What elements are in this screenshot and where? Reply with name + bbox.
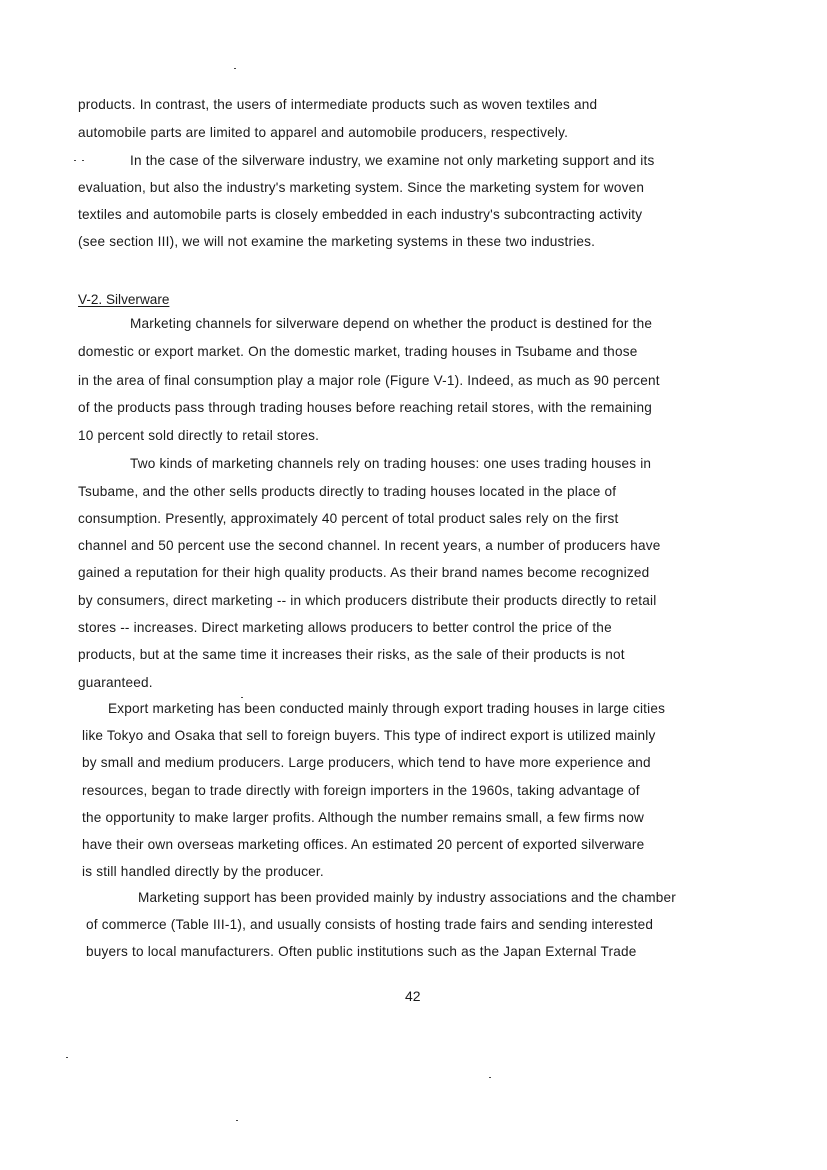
text-line: is still handled directly by the producer. [82,864,324,879]
scan-speck [66,1057,68,1058]
text-line: 10 percent sold directly to retail stores. [78,428,320,443]
text-line: buyers to local manufacturers. Often public institutions such as the Japan External Trade [86,944,637,959]
text-line: (see section III), we will not examine the marketing systems in these two industries. [78,234,596,249]
text-line: Export marketing has been conducted mainly through export trading houses in large cities [108,701,666,716]
text-line: by small and medium producers. Large producers, which tend to have more experience and [82,755,651,770]
text-line: guaranteed. [78,675,153,690]
text-line: Tsubame, and the other sells products directly to trading houses located in the place of [78,484,617,499]
text-line: Marketing channels for silverware depend on whether the product is destined for the [130,316,653,331]
text-line: resources, began to trade directly with foreign importers in the 1960s, taking advantage of [82,783,640,798]
text-line: have their own overseas marketing offices. An estimated 20 percent of exported silverware [82,837,645,852]
text-line: automobile parts are limited to apparel and automobile producers, respectively. [78,125,569,140]
scan-speck [489,1077,491,1078]
scan-speck [234,68,236,69]
page-number: 42 [405,988,421,1004]
text-line: in the area of final consumption play a major role (Figure V-1). Indeed, as much as 90 percent [78,373,660,388]
text-line: In the case of the silverware industry, we examine not only marketing support and its [130,153,655,168]
text-line: by consumers, direct marketing -- in which producers distribute their products directly to retail [78,593,657,608]
text-line: consumption. Presently, approximately 40 percent of total product sales rely on the first [78,511,619,526]
text-line: products. In contrast, the users of intermediate products such as woven textiles and [78,97,598,112]
scan-speck [241,697,243,698]
text-line: Two kinds of marketing channels rely on trading houses: one uses trading houses in [130,456,652,471]
text-line: of the products pass through trading houses before reaching retail stores, with the remaining [78,400,652,415]
scan-speck [82,160,84,161]
text-line: of commerce (Table III-1), and usually consists of hosting trade fairs and sending interested [86,917,654,932]
text-line: channel and 50 percent use the second channel. In recent years, a number of producers have [78,538,661,553]
text-line: Marketing support has been provided mainly by industry associations and the chamber [138,890,676,905]
scan-speck [74,160,76,161]
text-line: evaluation, but also the industry's marketing system. Since the marketing system for woven [78,180,645,195]
text-line: the opportunity to make larger profits. Although the number remains small, a few firms now [82,810,645,825]
text-line: gained a reputation for their high quality products. As their brand names become recognized [78,565,650,580]
text-line: domestic or export market. On the domestic market, trading houses in Tsubame and those [78,344,638,359]
text-line: like Tokyo and Osaka that sell to foreign buyers. This type of indirect export is utilized mainly [82,728,656,743]
text-line: stores -- increases. Direct marketing allows producers to better control the price of the [78,620,612,635]
scan-speck [236,1120,238,1121]
section-heading: V-2. Silverware [78,292,170,307]
text-line: products, but at the same time it increases their risks, as the sale of their products is not [78,647,625,662]
text-line: textiles and automobile parts is closely embedded in each industry's subcontracting activity [78,207,643,222]
